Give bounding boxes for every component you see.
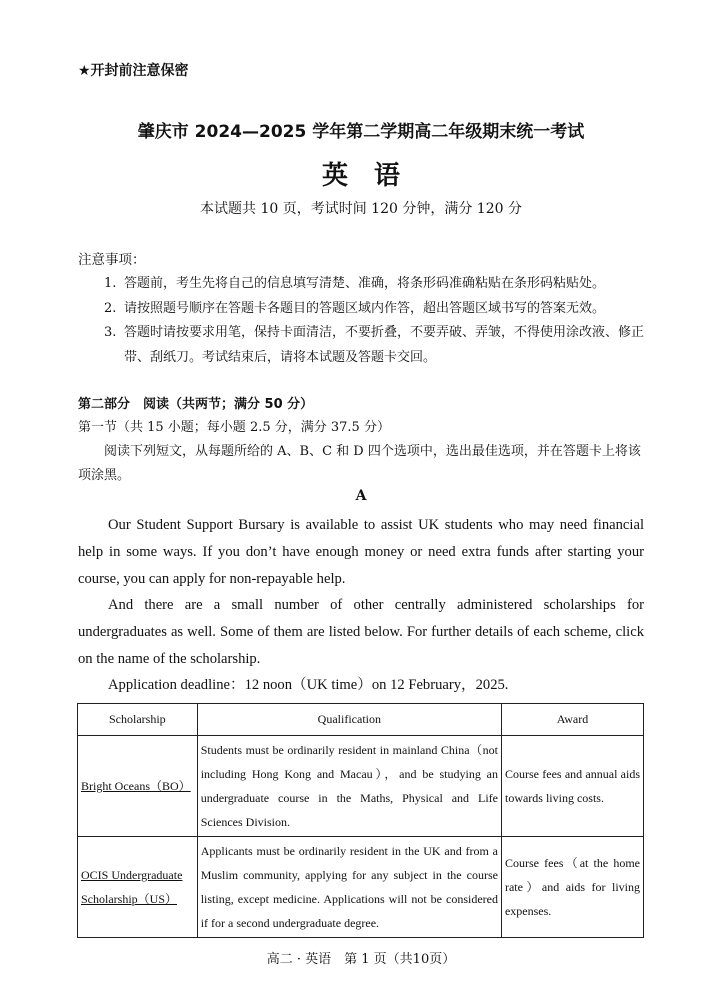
table-header-row xyxy=(78,704,644,736)
scholarship-name-cell xyxy=(78,837,198,938)
subject-title: 英语 xyxy=(321,161,426,191)
notice-text: 答题前，考生先将自己的信息填写清楚、准确，将条形码准确粘贴在条形码粘贴处。 xyxy=(124,276,606,291)
award-cell: Course fees（at the home rate）and aids for living expenses. xyxy=(501,837,643,938)
passage-paragraph: And there are a small number of other centrally administered scholarships for undergraduates as well. Some of them are listed below. For further details of each scheme, click on the name of the scholarship. xyxy=(78,597,644,667)
confidential-notice: ★开封前注意保密 xyxy=(78,63,189,79)
notice-number: 1. xyxy=(104,276,117,291)
passage-label: A xyxy=(355,488,367,504)
passage-paragraph: Our Student Support Bursary is available to assist UK students who may need financial help in some ways. If you don’t have enough money or need extra funds after starting your course, you can apply for non-repayable help. xyxy=(78,517,644,587)
exam-info: 本试题共 10 页，考试时间 120 分钟，满分 120 分 xyxy=(200,201,522,217)
notice-title: 注意事项： xyxy=(78,252,146,268)
notice-item xyxy=(104,321,649,370)
notice-list xyxy=(104,272,649,370)
column-header: Scholarship xyxy=(78,704,198,736)
page-footer: 高二 · 英语 第 1 页（共10页） xyxy=(266,952,456,967)
scholarship-table xyxy=(77,703,644,938)
notice-text: 请按照题号顺序在答题卡各题目的答题区域内作答，超出答题区域书写的答案无效。 xyxy=(124,300,606,316)
notice-number: 2. xyxy=(104,300,117,316)
exam-title: 肇庆市 2024—2025 学年第二学期高二年级期末统一考试 xyxy=(137,122,585,142)
column-header: Qualification xyxy=(197,704,501,736)
notice-text: 答题时请按要求用笔，保持卡面清洁，不要折叠，不要弄破、弄皱，不得使用涂改液、修正带、刮纸刀。考试结束后，请将本试题及答题卡交回。 xyxy=(124,325,645,365)
qualification-cell: Students must be ordinarily resident in mainland China（not including Hong Kong and Macau），and be studying an undergraduate course in the Maths, Physical and Life Sciences Division. xyxy=(197,736,501,837)
notice-number: 3. xyxy=(104,325,117,340)
section-instruction: 阅读下列短文，从每题所给的 A、B、C 和 D 四个选项中，选出最佳选项，并在答题卡上将该项涂黑。 xyxy=(78,444,641,483)
table-row xyxy=(78,736,644,837)
notice-item xyxy=(104,272,649,297)
scholarship-link[interactable]: OCIS Undergraduate Scholarship（US） xyxy=(81,868,183,906)
qualification-cell: Applicants must be ordinarily resident in the UK and from a Muslim community, applying for any subject in the course listing, except medicine. Applications will not be considered if for a second undergraduate degree. xyxy=(197,837,501,938)
part-title: 第二部分 阅读（共两节；满分 50 分） xyxy=(78,397,314,412)
award-cell: Course fees and annual aids towards living costs. xyxy=(501,736,643,837)
scholarship-name-cell xyxy=(78,736,198,837)
notice-item xyxy=(104,297,649,322)
section-title: 第一节（共 15 小题；每小题 2.5 分，满分 37.5 分） xyxy=(78,420,390,435)
column-header: Award xyxy=(501,704,643,736)
scholarship-link[interactable]: Bright Oceans（BO） xyxy=(81,779,191,793)
table-row xyxy=(78,837,644,938)
application-deadline: Application deadline：12 noon（UK time）on 12 February，2025. xyxy=(108,677,509,693)
